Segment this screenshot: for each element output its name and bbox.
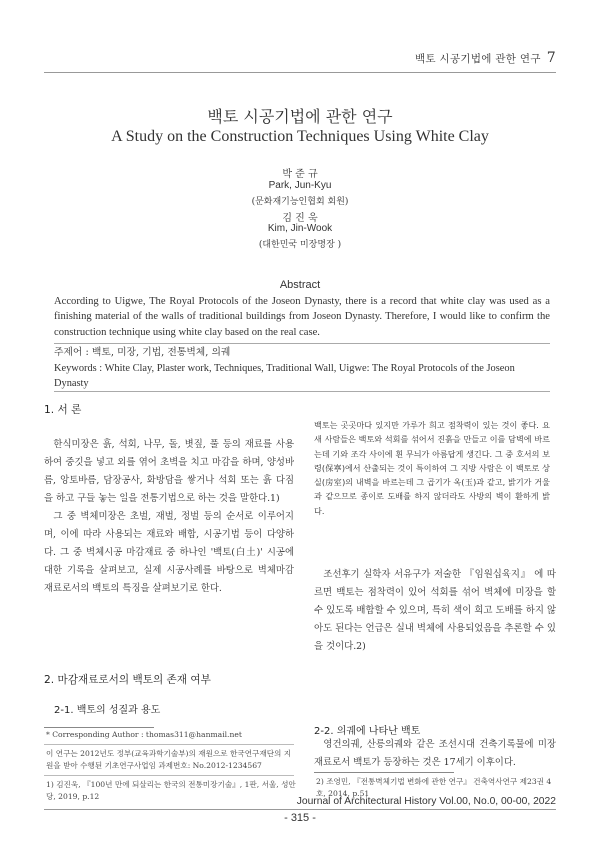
- header-page-number: 7: [546, 50, 556, 66]
- footnote-2: 2) 조영민, 『전통벽체기법 변화에 관한 연구』 건축역사연구 제23권 4호, 2014, p.51: [316, 777, 552, 798]
- abstract-text: According to Uigwe, The Royal Protocols of the Joseon Dynasty, there is a record that white clay was used as a finishing material of the walls of traditional buildings from Joseon Dynasty. Therefore, I would like to confirm the construction technique using white clay based on the real case.: [54, 296, 550, 338]
- right-paragraph-1: 조선후기 실학자 서유구가 저술한 『임원십육지』 에 따르면 백토는 점착력이 있어 석회를 섞어 벽체에 미장을 할 수 있도록 배합할 수 있으며, 특히 색이 희고 도배를 하지 않아도 된다는 언급은 실내 벽체에 사용되었음을 추론할 수 있을 것이다.2): [314, 569, 556, 652]
- keywords-bottom-rule: [54, 391, 550, 392]
- right-body: [314, 566, 556, 656]
- footer-rule: [44, 809, 556, 810]
- section-1-heading: 1. 서 론: [44, 404, 82, 416]
- author-1-name-ko: 박 준 규: [282, 169, 318, 180]
- title-english: A Study on the Construction Techniques Using White Clay: [111, 128, 489, 145]
- section-2-1-heading: 2-1. 백토의 성질과 용도: [54, 705, 161, 716]
- page-number: - 315 -: [284, 812, 316, 824]
- right-footnote-rule: [314, 772, 454, 773]
- right-body-2: [314, 736, 556, 772]
- keywords-english: Keywords : White Clay, Plaster work, Techniques, Traditional Wall, Uigwe: The Royal Protocols of the Joseon Dynasty: [54, 363, 515, 389]
- quoted-passage: 백토는 곳곳마다 있지만 가루가 희고 점착력이 있는 것이 좋다. 요새 사람들은 백토와 석회를 섞어서 진흙을 만들고 이를 담벽에 바르는데 기와 조각 사이에 흰 무늬가 아름답게 생긴다. 그 중 호서의 보령(保寧)에서 산출되는 것이 특이하여 그 지방 사람은 이 백토로 상실(房室)의 내벽을 바르는데 그 곱기가 옥(玉)과 같고, 밝기가 거울과 같으므로 종이로 도배를 하지 않더라도 사방의 벽이 환하게 밝다.: [314, 420, 550, 516]
- section-2-heading: 2. 마감재료로서의 백토의 존재 여부: [44, 674, 211, 686]
- author-2-name-en: Kim, Jin-Wook: [267, 223, 333, 234]
- header-rule: [44, 72, 556, 73]
- abstract-heading: Abstract: [279, 279, 321, 291]
- footnote-1: 1) 김진욱, 『100년 만에 되살리는 한국의 전통미장기술』, 1판, 서울, 성안당, 2019, p.12: [46, 780, 296, 801]
- left-note-divider: [44, 744, 294, 745]
- keywords-korean: 주제어 : 백토, 미장, 기법, 전통벽체, 의궤: [54, 347, 231, 358]
- author-2-name-ko: 김 진 욱: [282, 213, 318, 224]
- running-header: [415, 50, 556, 66]
- author-2-affiliation: (대한민국 미장명장 ): [258, 240, 342, 250]
- title-korean: 백토 시공기법에 관한 연구: [207, 107, 393, 126]
- intro-paragraph-1: 한식미장은 흙, 석회, 나무, 돌, 볏짚, 풀 등의 재료를 사용하여 중깃을 넣고 외를 엮어 초벽을 치고 마감을 하며, 양성바름, 앙토바름, 담장공사, 화방담을 쌓거나 석회 또는 흙 다짐을 하고 구들 놓는 일을 전통기법으로 하는 것을 말한다.1): [44, 439, 294, 504]
- left-footnote-rule: [44, 727, 154, 728]
- section-2-2-heading: 2-2. 의궤에 나타난 백토: [314, 726, 421, 737]
- right-paragraph-2: 영건의궤, 산릉의궤와 같은 조선시대 건축기록물에 미장재료로서 백토가 등장하는 것은 17세기 이후이다.: [314, 739, 556, 768]
- intro-paragraph-2: 그 중 벽체미장은 초벌, 재벌, 정벌 등의 순서로 이루어지며, 이에 따라 사용되는 재료와 배합, 시공기법 등이 다양하다. 그 중 벽체시공 마감재료 중 하나인 '백토(白土)' 시공에 대한 기록을 살펴보고, 실제 시공사례를 바탕으로 벽체마감 재료로서의 백토의 특징을 살펴보기로 한다.: [44, 511, 294, 594]
- funding-note: 이 연구는 2012년도 정부(교육과학기술부)의 재원으로 한국연구재단의 지원을 받아 수행된 기초연구사업임 과제번호: No.2012-1234567: [46, 749, 292, 770]
- author-1-name-en: Park, Jun-Kyu: [268, 180, 332, 191]
- keywords-top-rule: [54, 343, 550, 344]
- running-title: 백토 시공기법에 관한 연구: [414, 53, 541, 65]
- journal-citation: Journal of Architectural History Vol.00, No.0, 00-00, 2022: [296, 796, 556, 807]
- left-footnote-divider-2: [44, 775, 294, 776]
- intro-body: [44, 436, 294, 598]
- corresponding-author-note: * Corresponding Author : thomas311@hanmail.net: [46, 730, 242, 739]
- author-1-affiliation: (문화재기능인협회 회원): [251, 197, 349, 207]
